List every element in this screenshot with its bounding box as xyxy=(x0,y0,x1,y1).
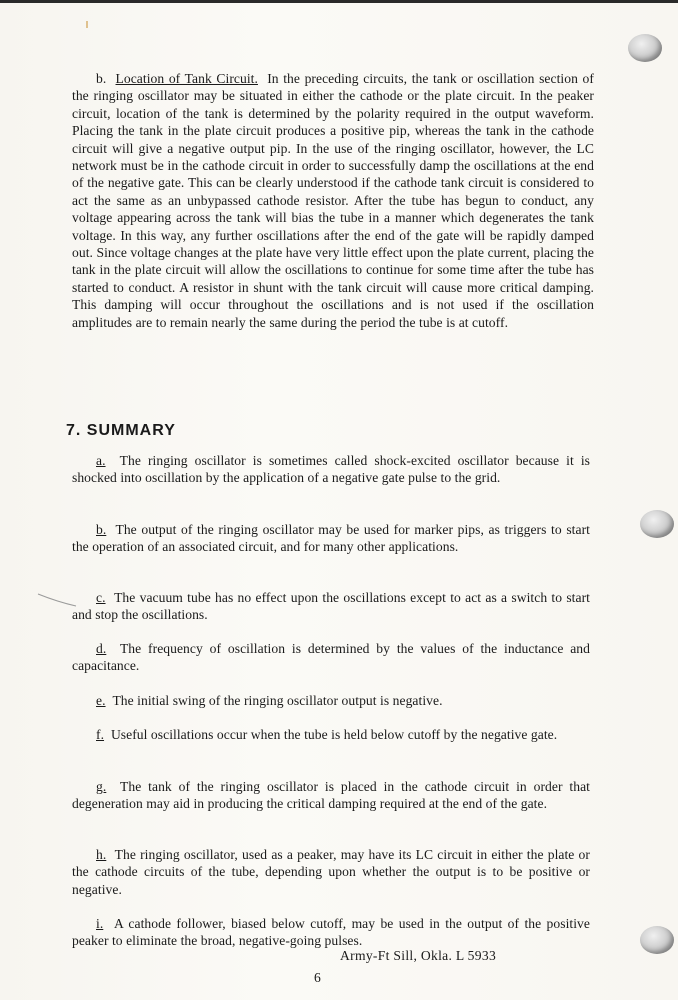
section-b-label: b. xyxy=(96,71,107,86)
item-label: c. xyxy=(96,590,106,605)
item-label: b. xyxy=(96,522,107,537)
section-b-text: In the preceding circuits, the tank or oscillation section of the ringing oscillator may be situated in either the cathode or the plate circuit. In the peaker circuit, location of the tank is determined by the polarity required in the output waveform. Placing the tank in the plate circuit produces a positive pip, whereas the tank in the cathode circuit will give a negative output pip. In the use of the ringing oscillator, however, the LC network must be in the cathode circuit in order to successfully damp the oscillations at the end of the negative gate. This can be clearly understood if the cathode tank circuit is considered to act the same as an unbypassed cathode resistor. After the tube has begun to conduct, any voltage appearing across the tank will bias the tube in a manner which degenerates the tank voltage. In this way, any further oscillations after the end of the gate will be rapidly damped out. Since voltage changes at the plate have very little effect upon the plate current, placing the tank in the plate circuit will allow the oscillations to continue for some time after the tube has started to conduct. A resistor in shunt with the tank circuit will cause more critical damping. This damping will occur throughout the oscillations and is not used if the oscillation amplitudes are to remain nearly the same during the period the tube is at cutoff. xyxy=(72,71,594,330)
summary-item-e xyxy=(72,692,590,709)
summary-item-b xyxy=(72,521,590,556)
item-label: e. xyxy=(96,693,106,708)
summary-item-d xyxy=(72,640,590,675)
item-text: The vacuum tube has no effect upon the oscillations except to act as a switch to start and stop the oscillations. xyxy=(72,590,590,623)
item-label: f. xyxy=(96,727,105,742)
item-text: The output of the ringing oscillator may be used for marker pips, as triggers to start the operation of an associated circuit, and for many other applications. xyxy=(72,522,590,555)
item-label: i. xyxy=(96,916,104,931)
item-text: The initial swing of the ringing oscillator output is negative. xyxy=(112,693,443,708)
summary-item-i xyxy=(72,915,590,950)
section-b-paragraph xyxy=(72,70,594,331)
summary-item-g xyxy=(72,778,590,813)
summary-item-f xyxy=(72,726,590,743)
item-text: The frequency of oscillation is determined by the values of the inductance and capacitance. xyxy=(72,641,591,674)
punch-hole-bottom xyxy=(640,926,674,954)
page-top-edge xyxy=(0,0,678,3)
item-label: h. xyxy=(96,847,107,862)
item-text: The tank of the ringing oscillator is placed in the cathode circuit in order that degeneration may aid in producing the critical damping required at the end of the gate. xyxy=(72,779,590,812)
item-label: a. xyxy=(96,453,106,468)
pencil-stroke-mark xyxy=(0,590,80,620)
section-b-title: Location of Tank Circuit. xyxy=(115,71,258,86)
summary-item-h xyxy=(72,846,590,898)
section-b-location xyxy=(72,70,594,331)
item-label: g. xyxy=(96,779,107,794)
page-number: 6 xyxy=(314,970,321,985)
summary-item-c xyxy=(72,589,590,624)
item-text: The ringing oscillator is sometimes called shock-excited oscillator because it is shocked into oscillation by the application of a negative gate pulse to the grid. xyxy=(72,453,590,486)
stray-mark xyxy=(84,20,90,30)
item-text: Useful oscillations occur when the tube is held below cutoff by the negative gate. xyxy=(110,727,558,742)
summary-heading: 7. SUMMARY xyxy=(66,422,176,439)
item-text: The ringing oscillator, used as a peaker, may have its LC circuit in either the plate or the cathode circuits of the tube, depending upon whether the output is to be positive or negative. xyxy=(72,847,590,897)
punch-hole-middle xyxy=(640,510,674,538)
item-text: A cathode follower, biased below cutoff, may be used in the output of the positive peaker to eliminate the broad, negative-going pulses. xyxy=(72,916,590,949)
punch-hole-top xyxy=(628,34,662,62)
source-line: Army-Ft Sill, Okla. L 5933 xyxy=(340,948,497,963)
item-label: d. xyxy=(96,641,107,656)
summary-item-a xyxy=(72,452,590,487)
